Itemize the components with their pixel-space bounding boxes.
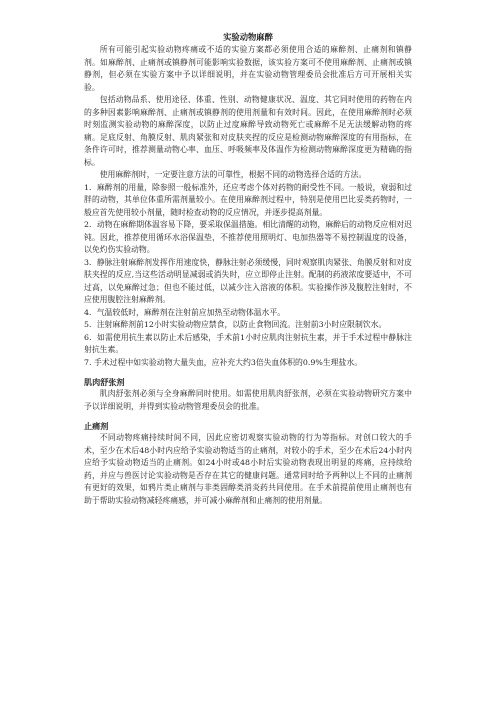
section-gap — [84, 413, 412, 421]
section-heading-analgesic: 止痛剂 — [84, 421, 109, 431]
numbered-item-3: 3．静脉注射麻醉剂发挥作用速度快，静脉注射必须缓慢，同时观察肌肉紧张、角膜反射和对皮肤夹捏的反应,当这些活动明显减弱或消失时，应立即停止注射。配制的药液浓度要适中，不可过高，以免麻醉过急；但也不能过低，以减少注入溶液的体积。实验操作涉及腹腔注射时，不应使用腹腔注射麻醉剂。 — [84, 257, 412, 304]
section-heading-muscle-relaxant: 肌肉舒张剂 — [84, 377, 125, 387]
numbered-item-2: 2．动物在麻醉期体温容易下降，要采取保温措施。相比清醒的动物，麻醉后的动物反应相对迟钝。因此，推荐使用循环水浴保温垫，不推荐使用照明灯、电加热器等不易控制温度的设备，以免灼伤实验动物。 — [84, 220, 412, 254]
intro-paragraph-2: 包括动物品系、使用途径、体重、性别、动物健康状况、温度、其它同时使用的药物在内的多种因素影响麻醉剂、止痛剂或镇静剂的使用剂量和有效时间。因此，在使用麻醉剂时必须时刻监测实验动物的麻醉深度，以防止过度麻醉导致动物死亡或麻醉不足无法缓解动物的疼痛。足底反射、角膜反射、肌肉紧张和对皮肤夹捏的反应是检测动物麻醉深度的有用指标，在条件许可时，推荐测量动物心率、血压、呼吸频率及体温作为检测动物麻醉深度更为精确的指标。 — [84, 95, 412, 167]
section-gap — [84, 369, 412, 377]
numbered-item-4: 4．气温较低时，麻醉剂在注射前应加热至动物体温水平。 — [84, 307, 286, 317]
numbered-item-6: 6．如需使用抗生素以防止术后感染，手术前1小时应肌肉注射抗生素，并于手术过程中静脉注射抗生素。 — [84, 332, 412, 354]
section-paragraph-muscle-relaxant: 肌肉舒张剂必须与全身麻醉同时使用。如需使用肌肉舒张剂，必须在实验动物研究方案中予以详细说明，并得到实验动物管理委员会的批准。 — [84, 389, 412, 411]
numbered-item-1: 1．麻醉剂的用量，除参照一般标准外，还应考虑个体对药物的耐受性不同。一般说，衰弱和过胖的动物，其单位体重所需剂量较小。在使用麻醉剂过程中，特别是使用巴比妥类药物时，一般应首先使用较小剂量，随时检查动物的反应情况，并逐步提高剂量。 — [84, 182, 412, 217]
intro-paragraph-3: 使用麻醉剂时，一定要注意方法的可靠性，根据不同的动物选择合适的方法。 — [99, 170, 367, 179]
document-body — [84, 32, 412, 507]
numbered-item-5: 5．注射麻醉剂前12小时实验动物应禁食，以防止食物回流。注射前3小时应限制饮水。 — [84, 320, 387, 329]
intro-paragraph-1: 所有可能引起实验动物疼痛或不适的实验方案都必须使用合适的麻醉剂、止痛剂和镇静剂。如麻醉剂、止痛剂或镇静剂可能影响实验数据，该实验方案可不使用麻醉剂、止痛剂或镇静剂，但必须在实验方案中予以详细说明，并在实验动物管理委员会批准后方可开展相关实验。 — [84, 45, 412, 92]
document-title: 实验动物麻醉 — [223, 32, 273, 42]
section-paragraph-analgesic: 不同动物疼痛持续时间不同，因此应密切观察实验动物的行为等指标。对创口较大的手术，至少在术后48小时内应给予实验动物适当的止痛剂，对较小的手术，至少在术后24小时内应给予实验动物适当的止痛剂。如24小时或48小时后实验动物表现出明显的疼痛，应持续给药，并应与兽医讨论实验动物是否存在其它的健康问题。通常同时给予两种以上不同的止痛剂有更好的效果，如鸦片类止痛剂与非类固醇类消炎药共同使用。在手术前提前使用止痛剂也有助于帮助实验动物减轻疼痛感，并可减小麻醉剂和止痛剂的使用剂量。 — [84, 433, 412, 505]
numbered-item-7: 7. 手术过程中如实验动物大量失血，应补充大约3倍失血体积的0.9%生理盐水。 — [84, 357, 363, 367]
